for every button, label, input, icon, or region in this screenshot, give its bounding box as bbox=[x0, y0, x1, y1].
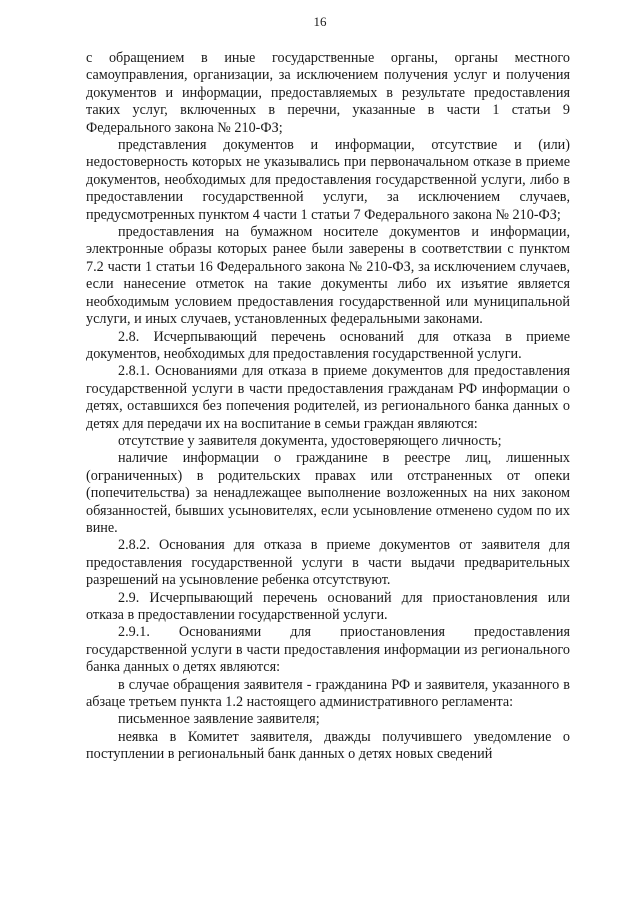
page-number: 16 bbox=[313, 14, 327, 29]
paragraph-applicant-case: в случае обращения заявителя - гражданина РФ и заявителя, указанного в абзаце третьем пункта 1.2 настоящего административного регламента: bbox=[86, 676, 570, 711]
list-item-no-id-document: отсутствие у заявителя документа, удостоверяющего личность; bbox=[118, 432, 502, 449]
list-item-registry-info: наличие информации о гражданине в реестре лиц, лишенных (ограниченных) в родительских правах или отстраненных от опеки (попечительства) за ненадлежащее выполнение возложенных на них законом обязанностей, бывших усыновителях, если усыновление отменено судом по их вине. bbox=[86, 450, 570, 536]
paragraph-continuation: с обращением в иные государственные органы, органы местного самоуправления, организации, за исключением получения услуг и получения документов и информации, предоставляемых в результате предоставления таких услуг, включенных в перечни, указанные в части 1 статьи 9 Федерального закона № 210-ФЗ; bbox=[86, 50, 570, 136]
list-item-non-appearance: неявка в Комитет заявителя, дважды получившего уведомление о поступлении в региональный банк данных о детях новых сведений bbox=[86, 728, 570, 763]
paragraph-paper-documents: предоставления на бумажном носителе документов и информации, электронные образы которых ранее были заверены в соответствии с пунктом 7.2 части 1 статьи 16 Федерального закона № 210-ФЗ, за исключением случаев, если нанесение отметок на такие документы либо их изъятие является необходимым условием предоставления государственной или муниципальной услуги, и иных случаев, установленных федеральными законами. bbox=[86, 224, 570, 328]
section-2-8-heading: 2.8. Исчерпывающий перечень оснований для отказа в приеме документов, необходимых для предоставления государственной услуги. bbox=[86, 328, 570, 362]
document-body bbox=[86, 50, 570, 764]
section-2-8-1: 2.8.1. Основаниями для отказа в приеме документов для предоставления государственной услуги в части предоставления гражданам РФ информации о детях, оставшихся без попечения родителей, из регионального банка данных о детях для передачи их на воспитание в семьи граждан являются: bbox=[86, 363, 570, 432]
section-2-9-1: 2.9.1. Основаниями для приостановления предоставления государственной услуги в части предоставления информации из регионального банка данных о детях являются: bbox=[86, 624, 570, 676]
paragraph-documents-info: представления документов и информации, отсутствие и (или) недостоверность которых не указывались при первоначальном отказе в приеме документов, необходимых для предоставления государственной услуги, либо в предоставлении государственной услуги, за исключением случаев, предусмотренных пунктом 4 части 1 статьи 7 Федерального закона № 210-ФЗ; bbox=[86, 137, 570, 223]
section-2-8-2: 2.8.2. Основания для отказа в приеме документов от заявителя для предоставления государственной услуги в части выдачи предварительных разрешений на усыновление ребенка отсутствуют. bbox=[86, 537, 570, 589]
section-2-9-heading: 2.9. Исчерпывающий перечень оснований для приостановления или отказа в предоставлении государственной услуги. bbox=[86, 589, 570, 623]
list-item-written-request: письменное заявление заявителя; bbox=[118, 711, 320, 728]
